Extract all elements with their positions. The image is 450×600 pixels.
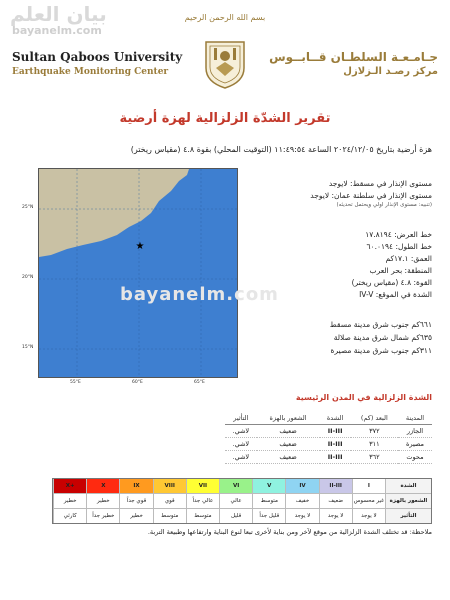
scale-label-feeling: الشعور بالهزة	[385, 494, 431, 508]
scale-effect-cell: خطير	[119, 509, 152, 523]
scale-row-intensity	[53, 479, 431, 493]
table-header-row	[225, 412, 432, 425]
scale-effect-cell: كارثي	[53, 509, 86, 523]
cell-city: الجازر	[398, 425, 432, 438]
cell-distance: ٣١١	[351, 438, 398, 451]
university-name-en: Sultan Qaboos University	[12, 50, 183, 64]
scale-level-cell: VIII	[153, 479, 186, 493]
cell-distance: ٣٧٢	[351, 425, 398, 438]
cell-intensity: II-III	[320, 438, 351, 451]
scale-effect-cell: لا يوجد	[319, 509, 352, 523]
university-name-ar: جـامـعـة السلطـان قــابــوس	[269, 50, 438, 64]
distance-salalah: ٦٣٥كم شمال شرق مدينة صلالة	[333, 333, 432, 342]
scale-feeling-cell: خطير	[53, 494, 86, 508]
basmala: بسم الله الرحمن الرحيم	[184, 13, 266, 22]
scale-effect-cell: قليل	[219, 509, 252, 523]
col-city: المدينة	[398, 412, 432, 425]
scale-feeling-cell: غير محسوس	[352, 494, 385, 508]
scale-feeling-cell: عالي جداً	[186, 494, 219, 508]
watermark-center: bayanelm.com	[120, 284, 279, 305]
remark-note: ملاحظة: قد تختلف الشدة الزلزالية من موقع لآخر ومن بناية لأخرى تبعا لنوع البناية وارتفاعها وطبيعة التربة.	[147, 528, 432, 536]
col-intensity: الشدة	[320, 412, 351, 425]
cell-feeling: ضعيف	[257, 438, 320, 451]
cell-city: مصيرة	[398, 438, 432, 451]
center-name-ar: مركز رصـد الـزلازل	[343, 66, 438, 77]
scale-feeling-cell: خطير	[86, 494, 119, 508]
scale-effect-cell: خطير جداً	[86, 509, 119, 523]
col-feeling: الشعور بالهزة	[257, 412, 320, 425]
warning-note: (تنبيه: مستوى الإنذار اولي ويحتمل تحديثه)	[336, 202, 432, 208]
event-summary: هزة أرضية بتاريخ ٢٠٢٤/١٢/٠٥ الساعة ١١:٤٩:٥٤ (التوقيت المحلي) بقوة ٤.٨ (مقياس ريختر)	[130, 145, 432, 154]
scale-level-cell: VI	[219, 479, 252, 493]
cell-effect: لاشي.	[225, 451, 257, 464]
cities-section-title: الشدة الزلزالية في المدن الرئيسية	[295, 393, 432, 402]
scale-level-cell: IX	[119, 479, 152, 493]
magnitude: القوة: ٤.٨ (مقياس ريختر)	[351, 278, 432, 287]
region: المنطقة: بحر العرب	[369, 266, 432, 275]
cities-table	[225, 412, 432, 464]
scale-feeling-cell: قوي جداً	[119, 494, 152, 508]
distance-muscat: ٦٦١كم جنوب شرق مدينة مسقط	[329, 320, 432, 329]
lon-label: 55°E	[70, 380, 81, 385]
center-name-en: Earthquake Monitoring Center	[12, 67, 169, 77]
scale-feeling-cell: خفيف	[285, 494, 318, 508]
scale-level-cell: IV	[285, 479, 318, 493]
header-arabic	[268, 50, 438, 77]
scale-feeling-cell: عالي	[219, 494, 252, 508]
scale-label-intensity: الشدة	[385, 479, 431, 493]
cell-feeling: ضعيف	[257, 425, 320, 438]
scale-feeling-cell: ضعيف	[319, 494, 352, 508]
scale-row-effect	[53, 508, 431, 523]
scale-feeling-cell: متوسط	[252, 494, 285, 508]
lat-label: 25°N	[22, 205, 34, 210]
header-english	[12, 50, 192, 77]
lon-label: 65°E	[194, 380, 205, 385]
cell-effect: لاشي.	[225, 425, 257, 438]
scale-label-effect: التأثير	[385, 509, 431, 523]
distance-list	[232, 318, 432, 357]
university-emblem-icon	[202, 38, 248, 90]
scale-effect-cell: لا يوجد	[285, 509, 318, 523]
cell-city: محوت	[398, 451, 432, 464]
lat-label: 15°N	[22, 345, 34, 350]
warning-oman: مستوى الإنذار في سلطنة عمان: لايوجد	[310, 191, 432, 200]
lat-label: 20°N	[22, 275, 34, 280]
latitude: خط العرض: ١٧.٨١٩٤	[365, 230, 432, 239]
cell-intensity: II-III	[320, 451, 351, 464]
depth: العمق: ١٧.١كم	[385, 254, 432, 263]
scale-effect-cell: لا يوجد	[352, 509, 385, 523]
cell-effect: لاشي.	[225, 438, 257, 451]
scale-level-cell: V	[252, 479, 285, 493]
scale-feeling-cell: قوي	[153, 494, 186, 508]
report-title: تقرير الشدّة الزلزالية لهزة أرضية	[119, 111, 331, 126]
cell-intensity: II-III	[320, 425, 351, 438]
distance-masirah: ٣١١كم جنوب شرق مدينة مصيرة	[330, 346, 432, 355]
scale-level-cell: +X	[53, 479, 86, 493]
table-row	[225, 438, 432, 451]
scale-level-cell: X	[86, 479, 119, 493]
longitude: خط الطول: ٦٠.٠١٩٤	[366, 242, 432, 251]
scale-effect-cell: قليل جداً	[252, 509, 285, 523]
epicenter-map	[38, 168, 238, 378]
cell-distance: ٣٦٢	[351, 451, 398, 464]
scale-row-feeling	[53, 493, 431, 508]
epicenter-star-icon: ★	[135, 241, 145, 252]
scale-effect-cell: متوسط	[186, 509, 219, 523]
col-effect: التأثير	[225, 412, 257, 425]
col-distance: البعد (كم)	[351, 412, 398, 425]
lon-label: 60°E	[132, 380, 143, 385]
watermark-arabic: بيان العلم	[10, 2, 107, 26]
scale-level-cell: II-III	[319, 479, 352, 493]
watermark-latin: bayanelm.com	[12, 24, 102, 37]
scale-effect-cell: متوسط	[153, 509, 186, 523]
map-canvas	[39, 169, 238, 378]
scale-level-cell: I	[352, 479, 385, 493]
scale-level-cell: VII	[186, 479, 219, 493]
table-row	[225, 425, 432, 438]
intensity-scale	[52, 478, 432, 524]
warning-block	[232, 178, 432, 208]
local-intensity: الشدة في الموقع: IV-V	[359, 290, 432, 299]
warning-muscat: مستوى الإنذار في مسقط: لايوجد	[328, 179, 432, 188]
table-row	[225, 451, 432, 464]
cell-feeling: ضعيف	[257, 451, 320, 464]
